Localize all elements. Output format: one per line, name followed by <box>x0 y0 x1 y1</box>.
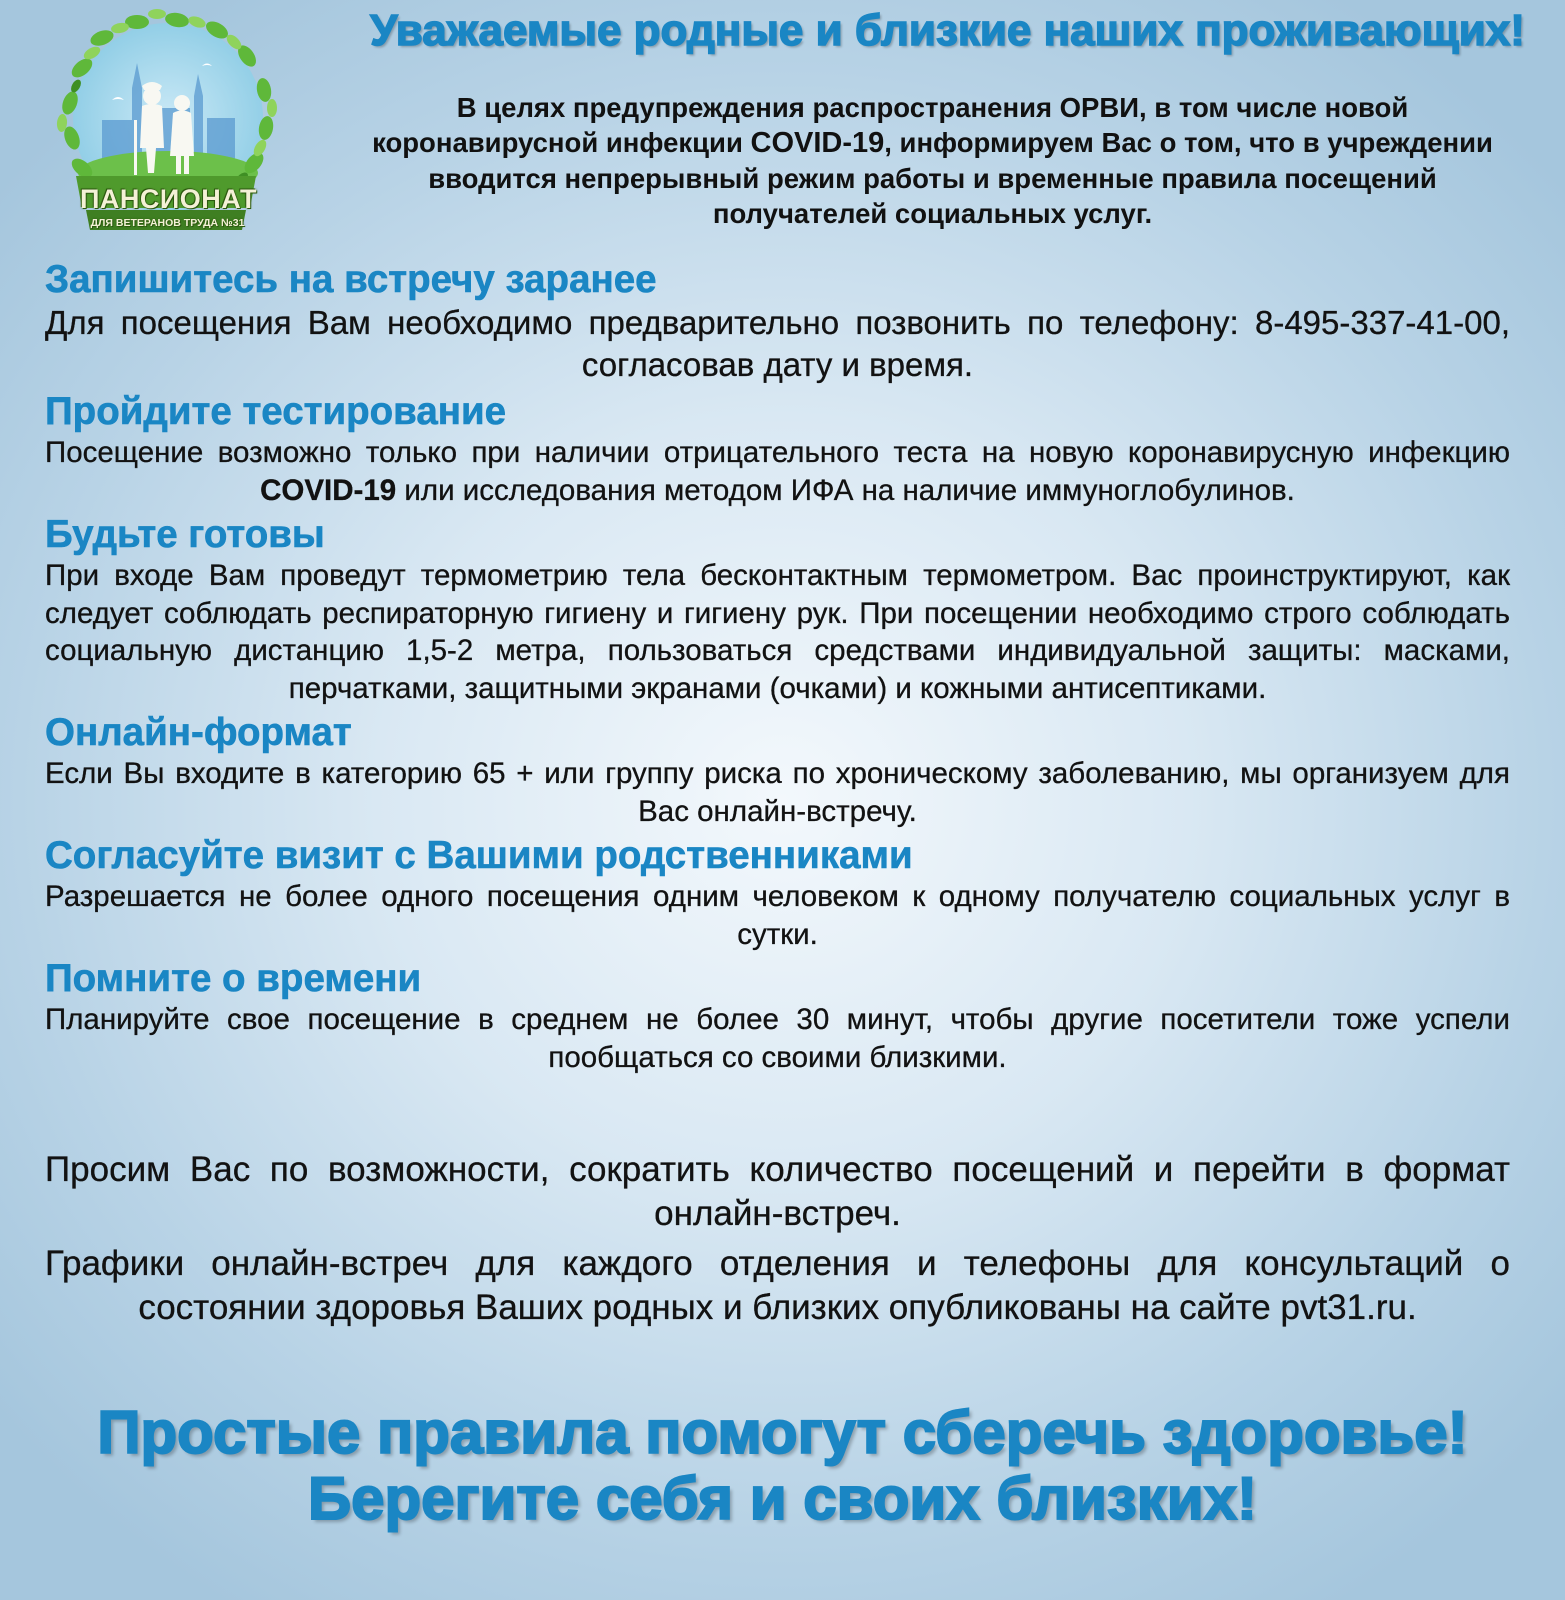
section-text-be-ready: При входе Вам проведут термометрию тела бесконтактным термометром. Вас проинструктируют, как следует соблюдать респираторную гигиену и гигиену рук. При посещении необходимо строго соблюдать социальную дистанцию 1,5-2 метра, пользоваться средствами индивидуальной защиты: масками, перчатками, защитными экранами (очками) и кожными антисептиками. <box>45 559 1510 705</box>
section-time <box>45 957 1510 1076</box>
section-relatives <box>45 834 1510 953</box>
slogan <box>0 1400 1565 1532</box>
section-heading-relatives: Согласуйте визит с Вашими родственниками <box>45 834 913 877</box>
intro-text-part1: В целях предупреждения распространения ОРВИ, в том числе новой коронавирусной инфекции <box>372 92 1409 158</box>
intro-covid-bold: COVID-19 <box>750 127 885 159</box>
section-text-appointment: Для посещения Вам необходимо предварительно позвонить по телефону: 8-495-337-41-00, согласовав дату и время. <box>45 304 1510 383</box>
slogan-line-2: Берегите себя и своих близких! <box>308 1465 1257 1532</box>
section-text-online: Если Вы входите в категорию 65 + или группу риска по хроническому заболеванию, мы организуем для Вас онлайн-встречу. <box>45 757 1510 828</box>
section-heading-online: Онлайн-формат <box>45 711 352 754</box>
testing-text-part1: Посещение возможно только при наличии отрицательного теста на новую коронавирусную инфекцию <box>45 436 1510 469</box>
logo-subtitle: ДЛЯ ВЕТЕРАНОВ ТРУДА №31 <box>90 217 245 229</box>
section-text-testing <box>45 434 1510 509</box>
section-appointment <box>45 258 1510 386</box>
intro-paragraph <box>345 90 1520 231</box>
pension-logo <box>42 8 294 240</box>
closing-schedule: Графики онлайн-встреч для каждого отделения и телефоны для консультаций о состоянии здоровья Ваших родных и близких опубликованы на сайте pvt31.ru. <box>45 1244 1510 1327</box>
closing-block <box>45 1148 1510 1336</box>
section-be-ready <box>45 513 1510 707</box>
section-text-relatives: Разрешается не более одного посещения одним человеком к одному получателю социальных услуг в сутки. <box>45 880 1510 951</box>
intro-text-part2: , информируем Вас о том, что в учреждении вводится непрерывный режим работы и временные правила посещений получателей социальных услуг. <box>428 127 1493 229</box>
closing-request: Просим Вас по возможности, сократить количество посещений и перейти в формат онлайн-встреч. <box>45 1150 1510 1233</box>
page-title: Уважаемые родные и близкие наших проживающих! <box>370 6 1525 55</box>
testing-covid-bold: COVID-19 <box>260 473 397 507</box>
rules-list <box>45 258 1510 1080</box>
logo-name: ПАНСИОНАТ <box>80 184 257 214</box>
section-heading-be-ready: Будьте готовы <box>45 513 325 556</box>
section-online <box>45 711 1510 830</box>
slogan-line-1: Простые правила помогут сберечь здоровье! <box>97 1399 1468 1466</box>
section-heading-appointment: Запишитесь на встречу заранее <box>45 258 657 301</box>
section-heading-testing: Пройдите тестирование <box>45 390 507 433</box>
testing-text-part2: или исследования методом ИФА на наличие иммуноглобулинов. <box>396 473 1295 507</box>
section-heading-time: Помните о времени <box>45 957 422 1000</box>
section-text-time: Планируйте свое посещение в среднем не более 30 минут, чтобы другие посетители тоже успели пообщаться со своими близкими. <box>45 1003 1510 1074</box>
section-testing <box>45 390 1510 509</box>
